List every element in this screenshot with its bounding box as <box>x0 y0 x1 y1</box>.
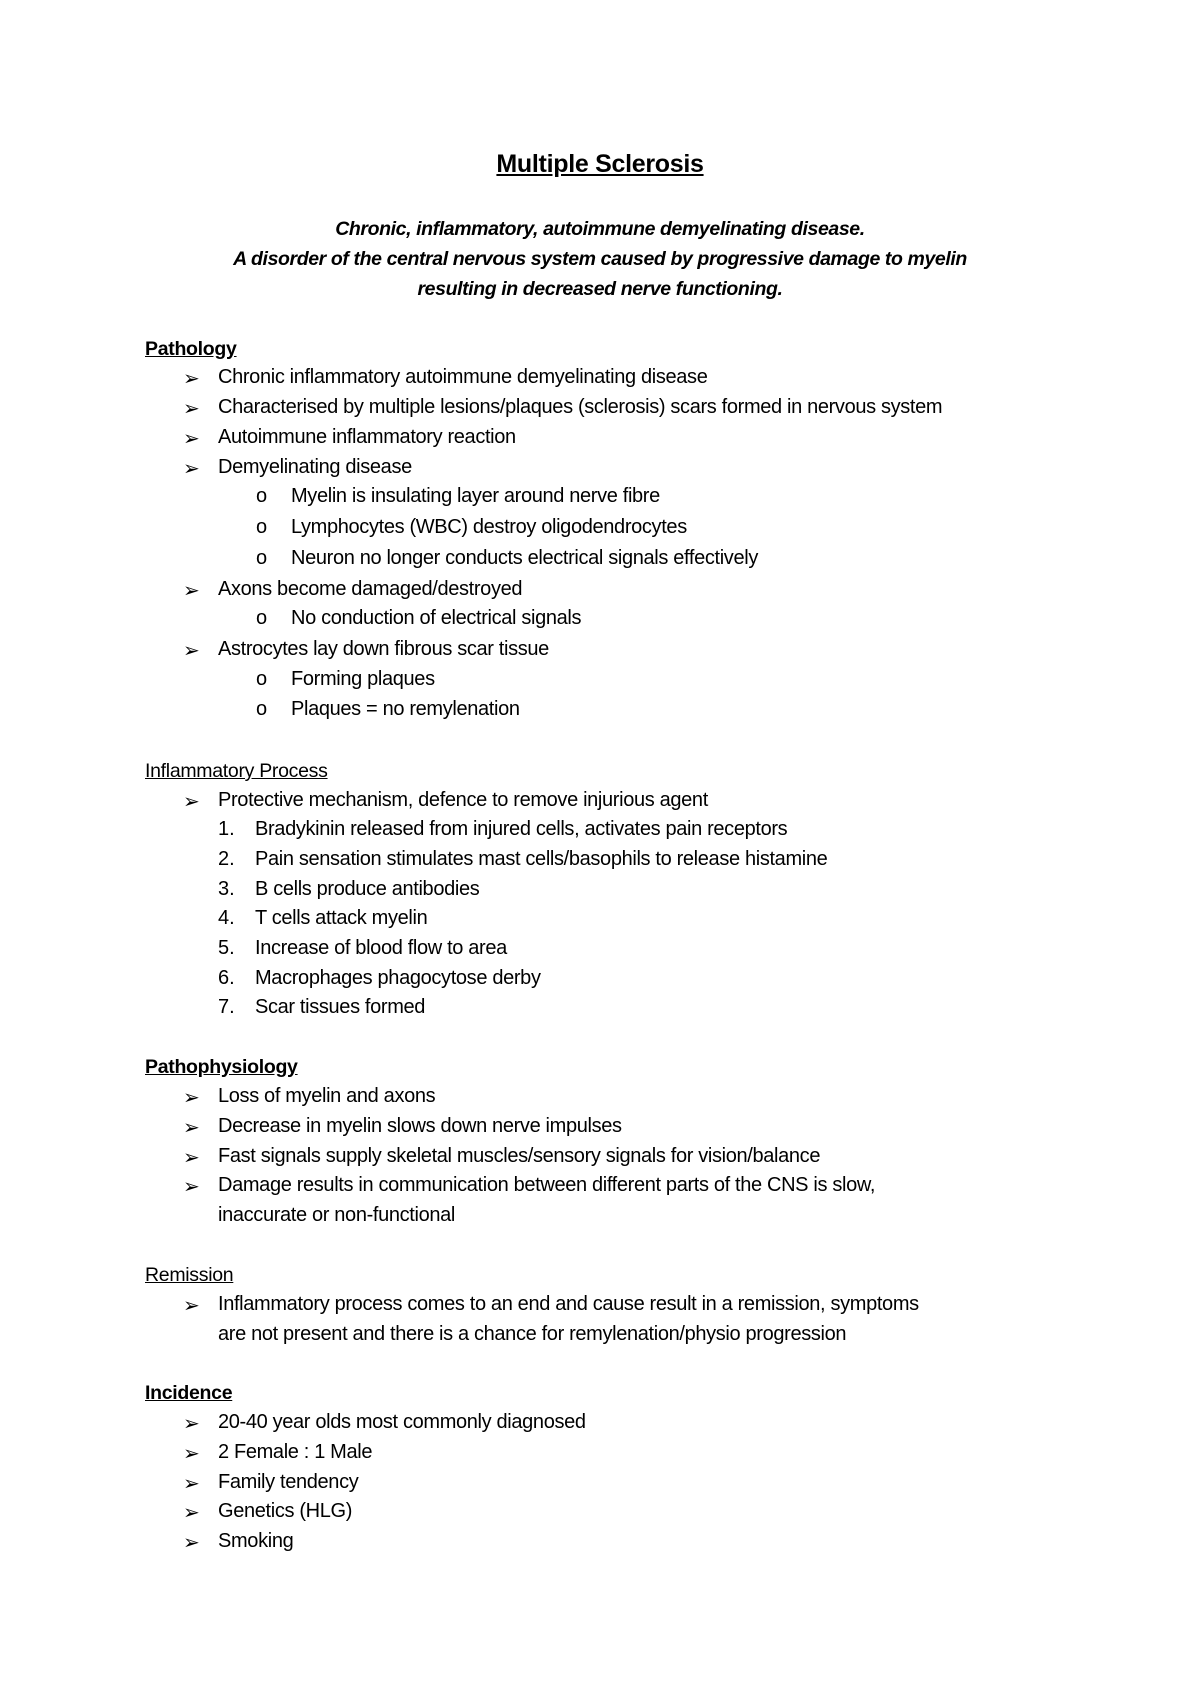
list-item: Axons become damaged/destroyed <box>218 578 523 600</box>
numbered-item: T cells attack myelin <box>255 907 428 929</box>
list-item: Family tendency <box>218 1471 359 1493</box>
section-heading-incidence: Incidence <box>145 1382 233 1404</box>
numbered-item: Scar tissues formed <box>255 996 426 1018</box>
page-title: Multiple Sclerosis <box>496 150 704 178</box>
numbered-item: Bradykinin released from injured cells, activates pain receptors <box>255 818 788 840</box>
list-item: Lymphocytes (WBC) destroy oligodendrocytes <box>291 516 687 538</box>
list-item: Loss of myelin and axons <box>218 1085 436 1107</box>
arrow-bullet-icon: ➢ <box>183 398 200 420</box>
subtitle-line: A disorder of the central nervous system caused by progressive damage to myelin <box>233 248 967 270</box>
arrow-bullet-icon: ➢ <box>183 1532 200 1554</box>
step-number: 2. <box>218 848 235 870</box>
arrow-bullet-icon: ➢ <box>183 1413 200 1435</box>
arrow-bullet-icon: ➢ <box>183 580 200 602</box>
arrow-bullet-icon: ➢ <box>183 640 200 662</box>
arrow-bullet-icon: ➢ <box>183 368 200 390</box>
step-number: 6. <box>218 967 235 989</box>
list-item: Smoking <box>218 1530 294 1552</box>
arrow-bullet-icon: ➢ <box>183 1473 200 1495</box>
list-item: Fast signals supply skeletal muscles/sensory signals for vision/balance <box>218 1145 821 1167</box>
list-item: Decrease in myelin slows down nerve impulses <box>218 1115 622 1137</box>
list-item: Inflammatory process comes to an end and cause result in a remission, symptoms <box>218 1293 919 1315</box>
section-heading-inflammatory-process: Inflammatory Process <box>145 760 328 782</box>
list-item: Demyelinating disease <box>218 456 412 478</box>
arrow-bullet-icon: ➢ <box>183 1117 200 1139</box>
step-number: 7. <box>218 996 235 1018</box>
list-item: Plaques = no remylenation <box>291 698 520 720</box>
list-item: Characterised by multiple lesions/plaques (sclerosis) scars formed in nervous system <box>218 396 943 418</box>
arrow-bullet-icon: ➢ <box>183 1176 200 1198</box>
step-number: 5. <box>218 937 235 959</box>
numbered-item: Pain sensation stimulates mast cells/basophils to release histamine <box>255 848 828 870</box>
list-item-continuation: inaccurate or non-functional <box>218 1204 456 1226</box>
list-item: No conduction of electrical signals <box>291 607 582 629</box>
list-item: Neuron no longer conducts electrical signals effectively <box>291 547 758 569</box>
section-heading-pathology: Pathology <box>145 338 237 360</box>
list-item: Myelin is insulating layer around nerve fibre <box>291 485 660 507</box>
step-number: 1. <box>218 818 235 840</box>
subtitle-line: resulting in decreased nerve functioning. <box>417 278 783 300</box>
circle-bullet-icon: o <box>256 547 268 569</box>
list-item: Genetics (HLG) <box>218 1500 353 1522</box>
circle-bullet-icon: o <box>256 516 268 538</box>
numbered-item: Macrophages phagocytose derby <box>255 967 541 989</box>
arrow-bullet-icon: ➢ <box>183 1295 200 1317</box>
list-item: Damage results in communication between different parts of the CNS is slow, <box>218 1174 876 1196</box>
list-item: Autoimmune inflammatory reaction <box>218 426 516 448</box>
list-item: Protective mechanism, defence to remove injurious agent <box>218 789 708 811</box>
arrow-bullet-icon: ➢ <box>183 1087 200 1109</box>
circle-bullet-icon: o <box>256 668 268 690</box>
list-item: 20-40 year olds most commonly diagnosed <box>218 1411 586 1433</box>
section-heading-pathophysiology: Pathophysiology <box>145 1056 298 1078</box>
section-heading-remission: Remission <box>145 1264 234 1286</box>
numbered-item: Increase of blood flow to area <box>255 937 507 959</box>
circle-bullet-icon: o <box>256 607 268 629</box>
arrow-bullet-icon: ➢ <box>183 458 200 480</box>
circle-bullet-icon: o <box>256 698 268 720</box>
arrow-bullet-icon: ➢ <box>183 1502 200 1524</box>
step-number: 3. <box>218 878 235 900</box>
circle-bullet-icon: o <box>256 485 268 507</box>
arrow-bullet-icon: ➢ <box>183 791 200 813</box>
arrow-bullet-icon: ➢ <box>183 428 200 450</box>
list-item-continuation: are not present and there is a chance for remylenation/physio progression <box>218 1323 847 1345</box>
list-item: Chronic inflammatory autoimmune demyelinating disease <box>218 366 708 388</box>
step-number: 4. <box>218 907 235 929</box>
subtitle-line: Chronic, inflammatory, autoimmune demyelinating disease. <box>335 218 865 240</box>
list-item: Forming plaques <box>291 668 435 690</box>
numbered-item: B cells produce antibodies <box>255 878 480 900</box>
list-item: Astrocytes lay down fibrous scar tissue <box>218 638 549 660</box>
arrow-bullet-icon: ➢ <box>183 1443 200 1465</box>
list-item: 2 Female : 1 Male <box>218 1441 373 1463</box>
arrow-bullet-icon: ➢ <box>183 1147 200 1169</box>
